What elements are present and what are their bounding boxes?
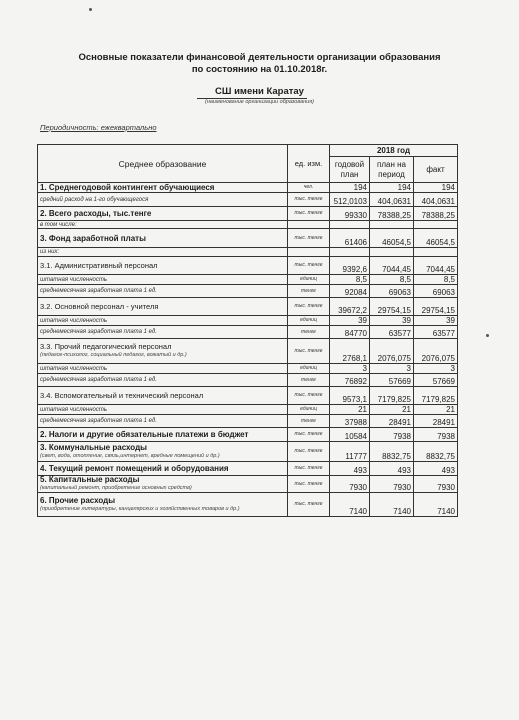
cell-plan-year: 11777: [330, 442, 370, 462]
row-label: 6. Прочие расходы: [40, 495, 116, 505]
periodicity-label: Периодичность: ежеквартально: [40, 123, 157, 132]
cell-plan-period: [370, 221, 414, 229]
table-row: [38, 364, 458, 374]
table-row: [38, 285, 458, 298]
row-label-cell: [38, 405, 288, 415]
row-label-cell: [38, 248, 288, 257]
row-label: 1. Среднегодовой контингент обучающиеся: [40, 183, 215, 192]
row-label-cell: [38, 476, 288, 493]
cell-plan-period: 78388,25: [370, 207, 414, 221]
cell-plan-period: 29754,15: [370, 298, 414, 316]
cell-fact: 194: [414, 183, 458, 193]
cell-plan-year: 7140: [330, 493, 370, 517]
row-label-cell: [38, 285, 288, 298]
cell-plan-period: 7044,45: [370, 257, 414, 275]
row-unit: тыс. тенге: [288, 493, 330, 517]
table-row: [38, 442, 458, 462]
cell-plan-year: 37988: [330, 415, 370, 428]
cell-fact: 21: [414, 405, 458, 415]
row-label-cell: [38, 462, 288, 476]
cell-plan-year: [330, 221, 370, 229]
table-row: [38, 221, 458, 229]
table-row: [38, 257, 458, 275]
cell-plan-year: 194: [330, 183, 370, 193]
table-row: [38, 428, 458, 442]
row-label: 3. Коммунальные расходы: [40, 442, 147, 452]
cell-plan-year: 9573,1: [330, 387, 370, 405]
cell-plan-year: 3: [330, 364, 370, 374]
cell-plan-period: 69063: [370, 285, 414, 298]
row-label-cell: [38, 442, 288, 462]
cell-plan-year: [330, 248, 370, 257]
header-unit: ед. изм.: [288, 145, 330, 183]
header-plan-year: годовой план: [330, 157, 370, 183]
cell-plan-period: 3: [370, 364, 414, 374]
cell-plan-period: 57669: [370, 374, 414, 387]
cell-fact: 78388,25: [414, 207, 458, 221]
row-label-cell: [38, 221, 288, 229]
cell-fact: 8832,75: [414, 442, 458, 462]
header-fact: факт: [414, 157, 458, 183]
financial-table: [37, 144, 458, 517]
row-unit: тыс. тенге: [288, 387, 330, 405]
row-unit: единиц: [288, 405, 330, 415]
cell-plan-period: 493: [370, 462, 414, 476]
row-label: 3.4. Вспомогательный и технический персонал: [40, 391, 204, 400]
cell-plan-year: 99330: [330, 207, 370, 221]
cell-plan-period: 7938: [370, 428, 414, 442]
organization-caption: (наименование организации образования): [205, 99, 314, 105]
table-row: [38, 493, 458, 517]
row-label: средний расход на 1-го обучающегося: [40, 196, 149, 203]
table-row: [38, 275, 458, 285]
row-sublabel: (капитальный ремонт, приобретение основных средств): [40, 485, 192, 491]
row-label: среднемесячная заработная плата 1 ед.: [40, 418, 157, 424]
cell-plan-year: 8,5: [330, 275, 370, 285]
cell-plan-period: 194: [370, 183, 414, 193]
row-label: штатная численность: [40, 365, 108, 372]
cell-plan-year: 2768,1: [330, 339, 370, 364]
row-label: 3.2. Основной персонал - учителя: [40, 302, 159, 311]
table-row: [38, 326, 458, 339]
row-label-cell: [38, 207, 288, 221]
row-label-cell: [38, 298, 288, 316]
cell-plan-period: 8832,75: [370, 442, 414, 462]
row-unit: тыс. тенге: [288, 193, 330, 207]
organization-name: СШ имени Каратау: [215, 86, 304, 97]
cell-plan-year: 92084: [330, 285, 370, 298]
row-unit: тыс. тенге: [288, 298, 330, 316]
cell-fact: 29754,15: [414, 298, 458, 316]
row-sublabel: (педагог-психолог, социальный педагог, вожатый и др.): [40, 352, 187, 358]
row-unit: тенге: [288, 326, 330, 339]
table-row: [38, 339, 458, 364]
cell-fact: 8,5: [414, 275, 458, 285]
cell-plan-year: 39672,2: [330, 298, 370, 316]
row-unit: тыс. тенге: [288, 257, 330, 275]
row-unit: единиц: [288, 364, 330, 374]
cell-plan-period: 21: [370, 405, 414, 415]
cell-fact: 57669: [414, 374, 458, 387]
row-label: в том числе:: [40, 221, 77, 228]
cell-plan-year: 10584: [330, 428, 370, 442]
header-plan-period: план на период: [370, 157, 414, 183]
row-label: 2. Всего расходы, тыс.тенге: [40, 209, 152, 218]
row-label: 3.3. Прочий педагогический персонал: [40, 342, 172, 351]
cell-plan-period: 28491: [370, 415, 414, 428]
cell-plan-period: 7179,825: [370, 387, 414, 405]
cell-plan-period: [370, 248, 414, 257]
cell-plan-period: 63577: [370, 326, 414, 339]
row-label: штатная численность: [40, 406, 108, 413]
row-label: среднемесячная заработная плата 1 ед.: [40, 377, 157, 383]
table-row: [38, 415, 458, 428]
row-unit: единиц: [288, 275, 330, 285]
row-unit: тенге: [288, 415, 330, 428]
header-education: Среднее образование: [38, 145, 288, 183]
document-title-line2: по состоянию на 01.10.2018г.: [191, 64, 328, 75]
row-label-cell: [38, 257, 288, 275]
row-label: из них:: [40, 249, 60, 255]
table-row: [38, 462, 458, 476]
row-label: 4. Текущий ремонт помещений и оборудования: [40, 464, 229, 473]
row-label-cell: [38, 415, 288, 428]
cell-fact: 63577: [414, 326, 458, 339]
cell-fact: [414, 248, 458, 257]
table-row: [38, 316, 458, 326]
row-label: штатная численность: [40, 317, 108, 324]
row-label: среднемесячная заработная плата 1 ед.: [40, 329, 157, 335]
cell-fact: 7044,45: [414, 257, 458, 275]
cell-fact: 46054,5: [414, 229, 458, 248]
row-unit: тенге: [288, 374, 330, 387]
row-label: среднемесячная заработная плата 1 ед.: [40, 288, 157, 294]
row-label-cell: [38, 193, 288, 207]
row-sublabel: (приобретение литературы, канцелярских и хозяйственных товаров и др.): [40, 505, 240, 512]
table-row: [38, 248, 458, 257]
row-label-cell: [38, 364, 288, 374]
row-label-cell: [38, 339, 288, 364]
cell-plan-period: 7140: [370, 493, 414, 517]
row-label: штатная численность: [40, 276, 108, 283]
cell-plan-year: 9392,6: [330, 257, 370, 275]
cell-plan-period: 46054,5: [370, 229, 414, 248]
cell-fact: 28491: [414, 415, 458, 428]
table-row: [38, 405, 458, 415]
row-label-cell: [38, 428, 288, 442]
scan-dot-right: [486, 334, 489, 337]
cell-fact: 2076,075: [414, 339, 458, 364]
table-row: [38, 298, 458, 316]
row-label-cell: [38, 316, 288, 326]
row-unit: [288, 221, 330, 229]
row-label-cell: [38, 374, 288, 387]
cell-plan-year: 493: [330, 462, 370, 476]
cell-plan-year: 39: [330, 316, 370, 326]
table-row: [38, 476, 458, 493]
document-title-line1: Основные показатели финансовой деятельности организации образования: [78, 52, 441, 63]
row-label: 3.1. Административный персонал: [40, 261, 158, 270]
table-row: [38, 229, 458, 248]
row-label-cell: [38, 275, 288, 285]
cell-fact: 404,0631: [414, 193, 458, 207]
cell-plan-period: 404,0631: [370, 193, 414, 207]
cell-plan-period: 8,5: [370, 275, 414, 285]
row-label-cell: [38, 326, 288, 339]
cell-plan-period: 7930: [370, 476, 414, 493]
row-label: 2. Налоги и другие обязательные платежи в бюджет: [40, 430, 249, 439]
scan-dot-top: [89, 8, 92, 11]
cell-fact: [414, 221, 458, 229]
row-unit: [288, 248, 330, 257]
cell-plan-year: 21: [330, 405, 370, 415]
row-unit: тыс. тенге: [288, 207, 330, 221]
row-label: 3. Фонд заработной платы: [40, 233, 146, 243]
row-label-cell: [38, 229, 288, 248]
cell-fact: 7179,825: [414, 387, 458, 405]
cell-fact: 7930: [414, 476, 458, 493]
table-row: [38, 374, 458, 387]
cell-plan-period: 2076,075: [370, 339, 414, 364]
table-row: [38, 207, 458, 221]
table-row: [38, 193, 458, 207]
row-unit: тыс. тенге: [288, 339, 330, 364]
row-label-cell: [38, 183, 288, 193]
cell-plan-year: 7930: [330, 476, 370, 493]
cell-plan-year: 76892: [330, 374, 370, 387]
row-unit: чел.: [288, 183, 330, 193]
header-year: 2018 год: [330, 145, 458, 157]
cell-plan-year: 61406: [330, 229, 370, 248]
row-label-cell: [38, 493, 288, 517]
row-unit: тыс. тенге: [288, 462, 330, 476]
document-title: [0, 52, 519, 76]
cell-fact: 493: [414, 462, 458, 476]
cell-fact: 7140: [414, 493, 458, 517]
cell-fact: 3: [414, 364, 458, 374]
table-row: [38, 387, 458, 405]
cell-fact: 39: [414, 316, 458, 326]
row-unit: тенге: [288, 285, 330, 298]
row-unit: тыс. тенге: [288, 229, 330, 248]
row-label: 5. Капитальные расходы: [40, 475, 140, 484]
row-sublabel: (свет, вода, отопление, связь,интернет, вредные помещений и др.): [40, 452, 220, 459]
table-body: [38, 183, 458, 517]
cell-plan-year: 512,0103: [330, 193, 370, 207]
cell-plan-year: 84770: [330, 326, 370, 339]
cell-fact: 69063: [414, 285, 458, 298]
row-unit: тыс. тенге: [288, 442, 330, 462]
row-unit: тыс. тенге: [288, 428, 330, 442]
table-row: [38, 183, 458, 193]
cell-plan-period: 39: [370, 316, 414, 326]
row-unit: тыс. тенге: [288, 476, 330, 493]
row-label-cell: [38, 387, 288, 405]
row-unit: единиц: [288, 316, 330, 326]
cell-fact: 7938: [414, 428, 458, 442]
